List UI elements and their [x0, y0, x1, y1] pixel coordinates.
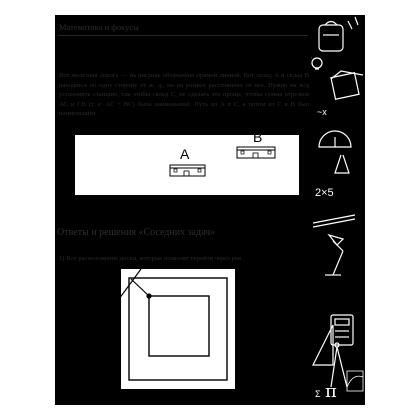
inner-square	[149, 296, 209, 356]
light-bulb-icon	[311, 55, 322, 69]
graph-icon	[347, 371, 363, 391]
header-rule	[58, 35, 308, 36]
warehouse-a-icon	[170, 165, 205, 176]
answer-paragraph: 1) Вот расположение доски, которые позволят перейти через ров.	[59, 255, 243, 262]
railway-figure	[75, 129, 299, 195]
moat-figure	[121, 269, 235, 389]
plank-2	[131, 279, 149, 296]
section-title: Ответы и решения «Соседних задач»	[57, 227, 216, 238]
pi-glyph: π	[325, 381, 337, 402]
protractor-icon	[319, 131, 351, 147]
moat-figure-drawing	[121, 269, 235, 389]
beaker-icon	[335, 155, 349, 173]
plank-1	[121, 269, 141, 299]
multiplication-glyph: 2×5	[315, 187, 334, 199]
problem-paragraph: Вот железная дорога — на рисунке обозначена прямой линией. Вот склад А и склад В находятся по одну сторону от ж. д., но на разных расстояниях от нее. Нужно на ж/д установить станцию, так чтобы склад С, не сделать это проще, чтобы сумма отрезков АС и СВ (т. е. АС + ВС) была наименьшей. Путь из А в С, а потом из С в В был наименьшим.	[59, 72, 309, 117]
decorative-doodle-strip	[311, 15, 365, 405]
pencil-icon	[313, 215, 355, 227]
outer-square	[129, 278, 227, 380]
calculator-icon	[331, 315, 353, 345]
set-square-icon	[313, 325, 333, 365]
book-page	[55, 15, 365, 405]
cube-icon	[331, 71, 363, 99]
sigma-glyph: Σ	[315, 389, 321, 399]
railway-figure-drawing	[75, 135, 299, 195]
running-header-title: Математика и фокусы	[59, 22, 139, 32]
desk-lamp-icon	[325, 235, 343, 275]
page-number: 7	[344, 22, 349, 32]
plank-joint-dot	[146, 293, 151, 298]
tilde-x-glyph: ~x	[317, 107, 327, 117]
label-a: A	[180, 146, 190, 162]
warehouse-b-icon	[237, 147, 275, 158]
backpack-icon	[319, 17, 358, 51]
label-b: B	[253, 129, 263, 145]
